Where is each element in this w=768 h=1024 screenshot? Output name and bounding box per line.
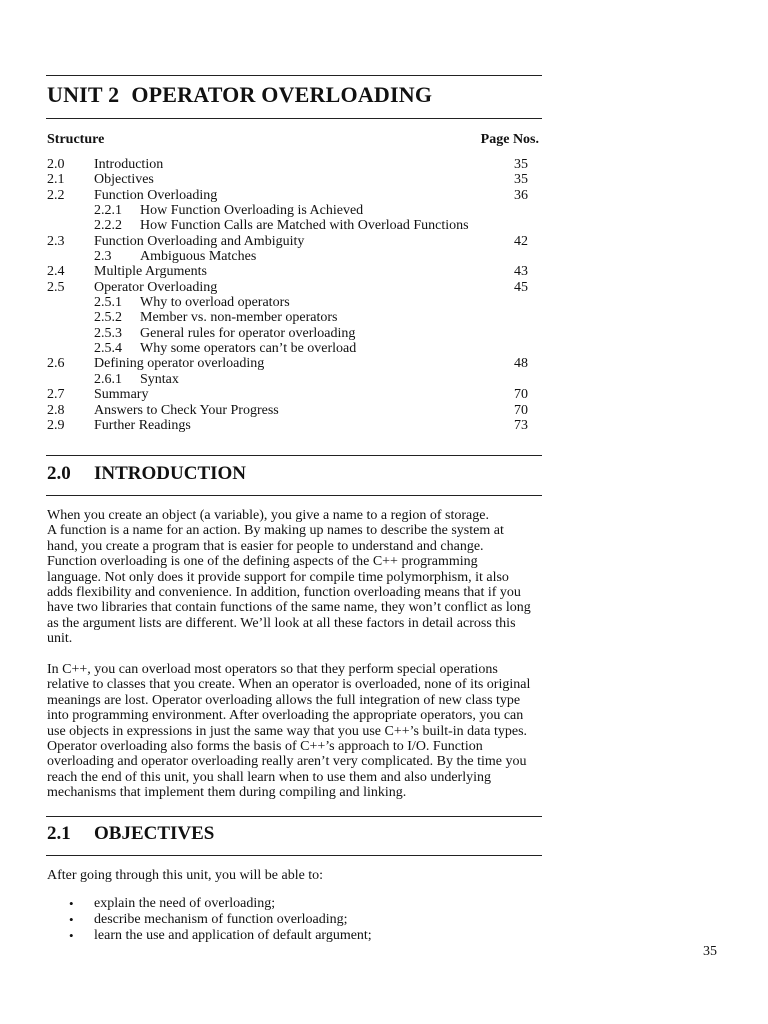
list-item-text: learn the use and application of default argument;: [94, 928, 372, 943]
paragraph-line: adds flexibility and convenience. In addition, function overloading means that if you: [47, 585, 521, 601]
toc-entry-number: 2.5.1: [94, 295, 122, 311]
unit-number: UNIT 2: [47, 82, 120, 107]
toc-entry: [47, 418, 528, 433]
toc-entry-title: Defining operator overloading: [94, 356, 265, 372]
toc-entry: [47, 372, 528, 387]
toc-entry-page: 36: [514, 187, 528, 203]
paragraph-line: Function overloading is one of the defining aspects of the C++ programming: [47, 554, 478, 570]
paragraph-line: as the argument lists are different. We’ll look at all these factors in detail across this: [47, 615, 516, 631]
bullet-icon: •: [69, 928, 74, 943]
toc-entry: [47, 172, 528, 187]
unit-title-rule: [46, 118, 542, 119]
toc-entry-title: Objectives: [94, 172, 154, 188]
introduction-number: 2.0: [47, 463, 71, 484]
paragraph-line: A function is a name for an action. By making up names to describe the system at: [47, 523, 504, 539]
paragraph-line: language. Not only does it provide support for compile time polymorphism, it also: [47, 569, 509, 585]
introduction-paragraph-1: [47, 508, 543, 647]
toc-entry-number: 2.5: [47, 279, 65, 295]
toc-entry-number: 2.2.2: [94, 218, 122, 234]
toc-entry: [47, 264, 528, 279]
toc-entry-number: 2.7: [47, 387, 65, 403]
toc-entry-page: 43: [514, 264, 528, 280]
toc-entry-page: 42: [514, 233, 528, 249]
toc-entry: [47, 203, 528, 218]
toc-entry-page: 35: [514, 157, 528, 172]
toc-entry-number: 2.0: [47, 157, 65, 172]
toc-entry-title: Function Overloading and Ambiguity: [94, 233, 305, 249]
toc-entry: [47, 157, 528, 172]
toc-entry-page: 70: [514, 402, 528, 418]
toc-entry: [47, 310, 528, 325]
paragraph-line: In C++, you can overload most operators so that they perform special operations: [47, 662, 498, 677]
toc-entry-title: Operator Overloading: [94, 279, 218, 295]
list-item: [47, 928, 543, 944]
page-nos-heading: Page Nos.: [480, 132, 539, 147]
toc-entry-title: Ambiguous Matches: [140, 249, 257, 265]
toc-entry-title: Introduction: [94, 157, 164, 172]
toc-entry-number: 2.1: [47, 172, 65, 188]
toc-entry-number: 2.5.2: [94, 310, 122, 326]
toc-entry-page: 73: [514, 417, 528, 433]
intro-top-rule: [46, 455, 542, 456]
list-item-text: explain the need of overloading;: [94, 896, 276, 911]
toc-entry-title: Syntax: [140, 371, 179, 387]
introduction-heading: [47, 463, 246, 485]
toc-entry-number: 2.3: [47, 233, 65, 249]
toc-entry-title: How Function Overloading is Achieved: [140, 203, 364, 219]
unit-title: [47, 82, 432, 108]
objectives-intro-text: After going through this unit, you will be able to:: [47, 868, 324, 883]
toc-entry: [47, 403, 528, 418]
toc-entry: [47, 326, 528, 341]
list-item: [47, 912, 543, 928]
toc-entry: [47, 387, 528, 402]
paragraph-line: unit.: [47, 631, 73, 647]
toc-entry-number: 2.8: [47, 402, 65, 418]
toc-entry-number: 2.3: [94, 249, 112, 265]
bullet-icon: •: [69, 912, 74, 927]
toc-entry: [47, 249, 528, 264]
list-item: [47, 896, 543, 912]
bullet-icon: •: [69, 896, 74, 911]
objectives-title: OBJECTIVES: [94, 823, 215, 844]
toc-entry-number: 2.9: [47, 417, 65, 433]
unit-name: OPERATOR OVERLOADING: [131, 82, 433, 107]
structure-heading: Structure: [47, 132, 105, 147]
toc-entry-page: 48: [514, 356, 528, 372]
toc-entry-title: Summary: [94, 387, 149, 403]
paragraph-line: use objects in expressions in just the same way that you use C++’s built-in data types.: [47, 723, 528, 739]
toc-entry-page: 45: [514, 279, 528, 295]
toc-entry-page: 35: [514, 172, 528, 188]
paragraph-line: have two libraries that contain functions of the same name, they won’t conflict as long: [47, 600, 531, 616]
toc-entry-title: Member vs. non-member operators: [140, 310, 338, 326]
paragraph-line: Operator overloading also forms the basis of C++’s approach to I/O. Function: [47, 739, 483, 755]
paragraph-line: overloading and operator overloading really aren’t very complicated. By the time you: [47, 754, 527, 770]
top-rule: [46, 75, 542, 76]
toc-entry-title: Why to overload operators: [140, 295, 290, 311]
list-item-text: describe mechanism of function overloading;: [94, 912, 348, 927]
introduction-title: INTRODUCTION: [94, 463, 247, 484]
toc-entry: [47, 356, 528, 371]
toc-entry-number: 2.4: [47, 264, 65, 280]
toc-entry-title: General rules for operator overloading: [140, 325, 356, 341]
toc-entry: [47, 218, 528, 233]
objectives-top-rule: [46, 816, 542, 817]
introduction-paragraph-2: [47, 662, 543, 801]
toc-entry-number: 2.6: [47, 356, 65, 372]
toc-entry-title: Function Overloading: [94, 187, 218, 203]
objectives-bottom-rule: [46, 855, 542, 856]
toc-entry-number: 2.2.1: [94, 203, 122, 219]
toc-entry: [47, 188, 528, 203]
intro-bottom-rule: [46, 495, 542, 496]
toc-entry-title: Why some operators can’t be overload: [140, 341, 357, 357]
objectives-intro: [47, 868, 543, 883]
toc-entry-number: 2.2: [47, 187, 65, 203]
paragraph-line: relative to classes that you create. When an operator is overloaded, none of its original: [47, 677, 531, 693]
paragraph-line: reach the end of this unit, you shall learn when to use them and also underlying: [47, 769, 492, 785]
toc-entry: [47, 234, 528, 249]
toc-entry-title: Multiple Arguments: [94, 264, 207, 280]
toc-entry: [47, 280, 528, 295]
paragraph-line: into programming environment. After overloading the appropriate operators, you can: [47, 708, 524, 724]
objectives-list: [47, 896, 543, 944]
objectives-heading: [47, 823, 214, 845]
toc-entry: [47, 341, 528, 356]
structure-header: [47, 132, 539, 148]
toc-entry-page: 70: [514, 387, 528, 403]
paragraph-line: When you create an object (a variable), you give a name to a region of storage.: [47, 508, 489, 523]
page-number: 35: [703, 944, 717, 959]
objectives-number: 2.1: [47, 823, 71, 844]
toc-entry-number: 2.5.4: [94, 341, 122, 357]
table-of-contents: [47, 157, 528, 433]
paragraph-line: meanings are lost. Operator overloading allows the full integration of new class type: [47, 692, 521, 708]
toc-entry-title: How Function Calls are Matched with Overload Functions: [140, 218, 469, 234]
toc-entry-title: Answers to Check Your Progress: [94, 402, 279, 418]
paragraph-line: mechanisms that implement them during compiling and linking.: [47, 785, 407, 801]
toc-entry: [47, 295, 528, 310]
toc-entry-number: 2.6.1: [94, 371, 122, 387]
toc-entry-number: 2.5.3: [94, 325, 122, 341]
toc-entry-title: Further Readings: [94, 417, 191, 433]
paragraph-line: hand, you create a program that is easier for people to understand and change.: [47, 538, 484, 554]
